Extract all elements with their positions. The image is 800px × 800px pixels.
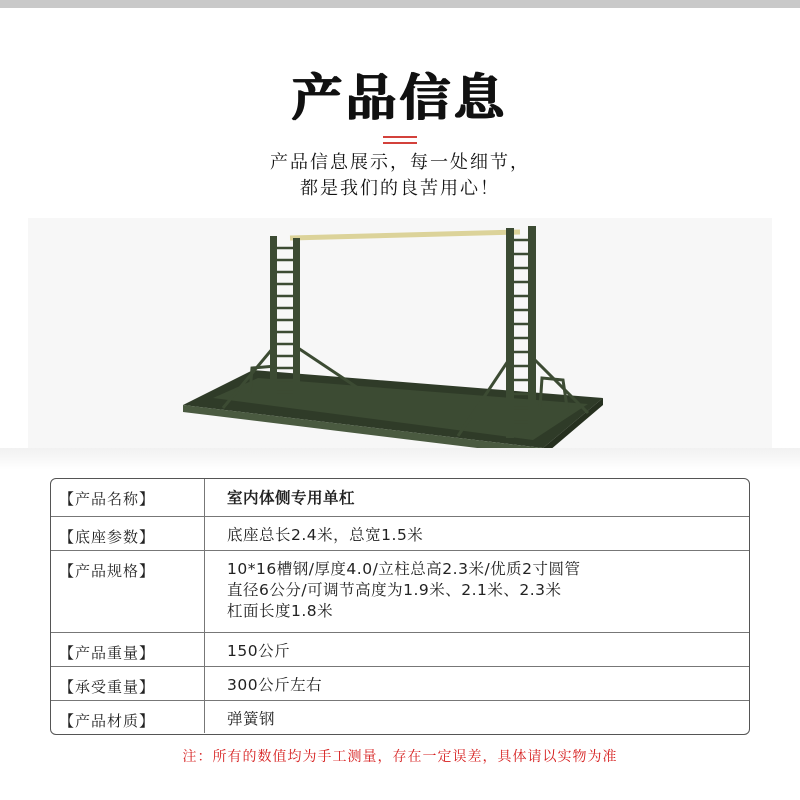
spec-value-line: 杠面长度1.8米: [227, 602, 334, 620]
spec-value: [205, 701, 749, 733]
spec-label: 【底座参数】: [51, 517, 205, 550]
subtitle: [0, 150, 800, 202]
title-underline: [383, 136, 417, 144]
spec-value: [205, 633, 749, 666]
spec-value: [205, 479, 749, 516]
spec-row-load: [51, 667, 749, 701]
spec-value: [205, 551, 749, 632]
horizontal-bar-illustration: [28, 218, 772, 464]
spec-value-line: 150公斤: [227, 642, 291, 660]
spec-value: [205, 517, 749, 550]
spec-label: 【产品规格】: [51, 551, 205, 632]
photo-shadow: [0, 448, 800, 470]
spec-row-name: [51, 479, 749, 517]
subtitle-line-1: 产品信息展示，每一处细节，: [270, 152, 530, 173]
spec-label: 【承受重量】: [51, 667, 205, 700]
spec-value-line: 直径6公分/可调节高度为1.9米、2.1米、2.3米: [227, 581, 562, 599]
spec-value-line: 10*16槽钢/厚度4.0/立柱总高2.3米/优质2寸圆管: [227, 560, 581, 578]
specs-table: [50, 478, 750, 735]
subtitle-line-2: 都是我们的良苦用心！: [300, 178, 500, 199]
spec-label: 【产品材质】: [51, 701, 205, 733]
spec-value-line: 底座总长2.4米，总宽1.5米: [227, 526, 424, 544]
crossbar: [290, 232, 520, 238]
page-title: 产品信息: [292, 69, 508, 127]
spec-row-specification: [51, 551, 749, 633]
spec-row-base: [51, 517, 749, 551]
header: [0, 68, 800, 202]
product-photo: [28, 218, 772, 464]
measurement-note: 注：所有的数值均为手工测量，存在一定误差，具体请以实物为准: [182, 749, 618, 765]
spec-label: 【产品名称】: [51, 479, 205, 516]
top-divider: [0, 0, 800, 8]
spec-value: [205, 667, 749, 700]
spec-row-material: [51, 701, 749, 733]
spec-value-line: 300公斤左右: [227, 676, 323, 694]
spec-row-weight: [51, 633, 749, 667]
spec-label: 【产品重量】: [51, 633, 205, 666]
spec-value-line: 弹簧钢: [227, 710, 276, 728]
spec-value-line: 室内体侧专用单杠: [227, 489, 356, 507]
